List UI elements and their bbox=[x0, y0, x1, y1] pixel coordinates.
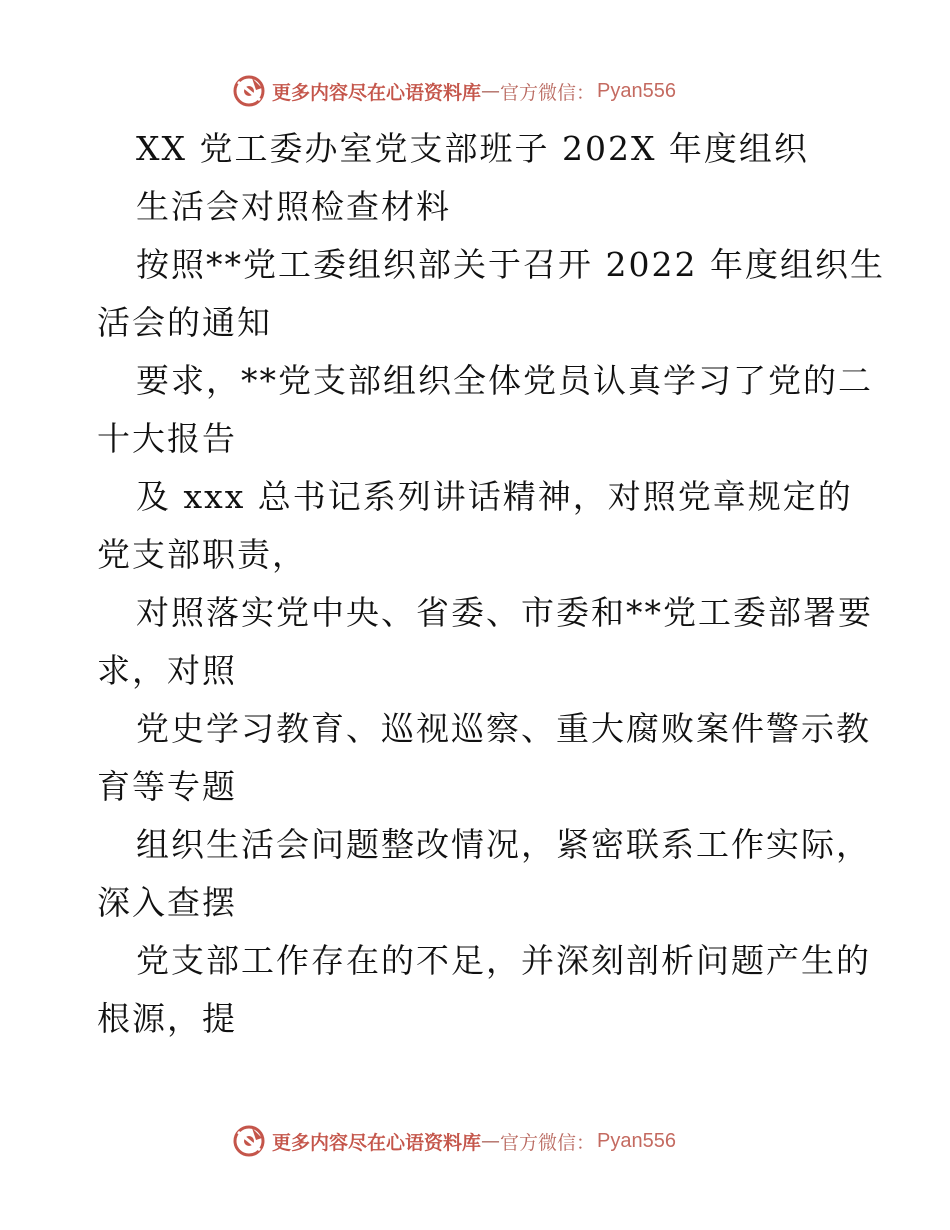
watermark-wechat-id: Pyan556 bbox=[597, 79, 676, 102]
watermark-label: 官方微信： bbox=[500, 81, 596, 104]
body-line: 育等专题 bbox=[97, 767, 237, 806]
body-line: 党支部工作存在的不足，并深刻剖析问题产生的 bbox=[136, 941, 871, 980]
watermark-label: 官方微信： bbox=[500, 1131, 596, 1154]
body-line: 党史学习教育、巡视巡察、重大腐败案件警示教 bbox=[136, 709, 871, 748]
body-line: 深入查摆 bbox=[97, 883, 237, 922]
watermark-dash: — bbox=[481, 1130, 501, 1152]
watermark-main-text: 更多内容尽在心语资料库 bbox=[272, 81, 482, 104]
title-line-1: XX 党工委办室党支部班子 202X 年度组织 bbox=[136, 129, 809, 168]
body-line: 对照落实党中央、省委、市委和**党工委部署要 bbox=[136, 593, 873, 632]
body-line: 活会的通知 bbox=[97, 303, 272, 342]
document-body bbox=[97, 120, 885, 1048]
watermark-main-text: 更多内容尽在心语资料库 bbox=[272, 1131, 482, 1154]
watermark-dash: — bbox=[481, 80, 501, 102]
header-watermark bbox=[232, 71, 676, 111]
watermark-wechat-id: Pyan556 bbox=[597, 1129, 676, 1152]
body-line: 十大报告 bbox=[97, 419, 237, 458]
body-line: 党支部职责， bbox=[97, 535, 307, 574]
body-line: 及 xxx 总书记系列讲话精神，对照党章规定的 bbox=[136, 477, 853, 516]
body-line: 组织生活会问题整改情况，紧密联系工作实际， bbox=[136, 825, 871, 864]
logo-icon bbox=[232, 74, 266, 108]
logo-icon bbox=[232, 1124, 266, 1158]
body-line: 求，对照 bbox=[97, 651, 237, 690]
title-line-2: 生活会对照检查材料 bbox=[136, 187, 451, 226]
footer-watermark bbox=[232, 1121, 676, 1161]
body-line: 要求，**党支部组织全体党员认真学习了党的二 bbox=[136, 361, 873, 400]
body-line: 按照**党工委组织部关于召开 2022 年度组织生 bbox=[136, 245, 885, 284]
body-line: 根源，提 bbox=[97, 999, 237, 1038]
